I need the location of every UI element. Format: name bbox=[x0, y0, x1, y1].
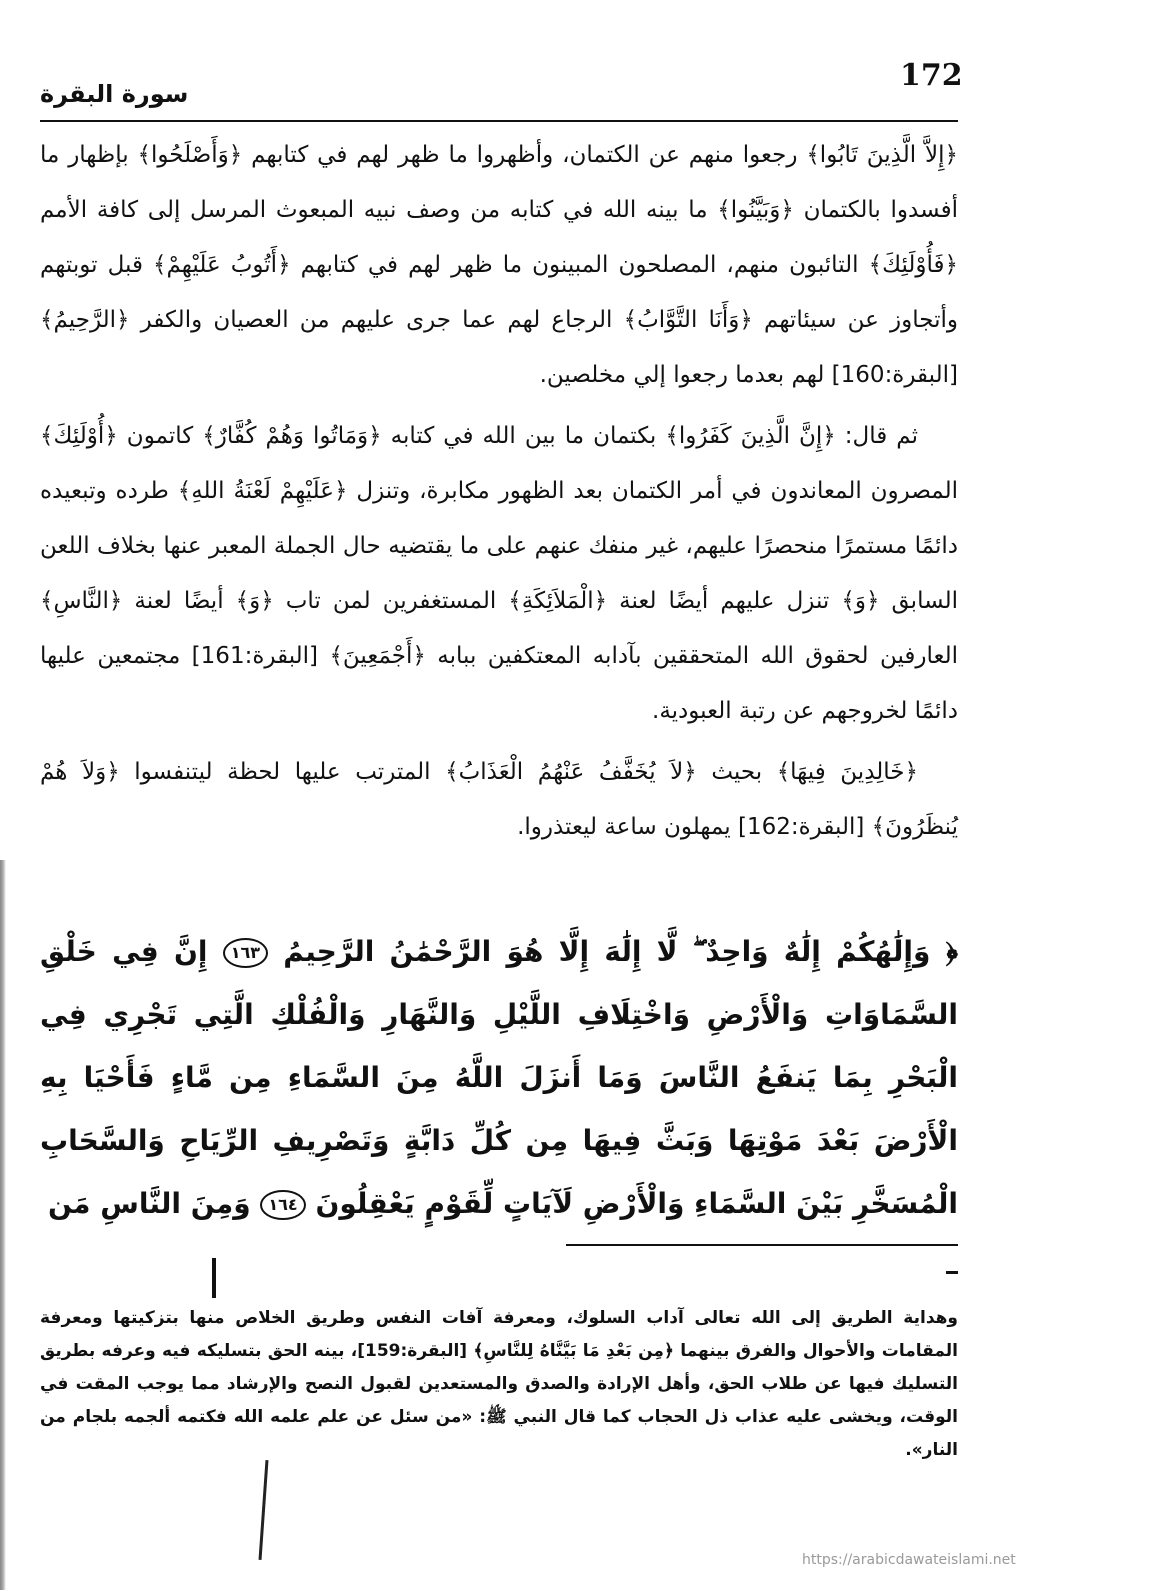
quran-verses bbox=[40, 920, 958, 1235]
ayah-number-marker-164: ١٦٤ bbox=[260, 1190, 305, 1220]
commentary-paragraph-2: ثم قال: ﴿إِنَّ الَّذِينَ كَفَرُوا﴾ بكتمان ما بين الله في كتابه ﴿وَمَاتُوا وَهُمْ كُفَّارٌ﴾ كاتمون ﴿أُوْلَئِكَ﴾ المصرون المعاندون في أمر الكتمان بعد الظهور مكابرة، وتنزل ﴿عَلَيْهِمْ لَعْنَةُ اللهِ﴾ طرده وتبعيده دائمًا مستمرًا منحصرًا عليهم، غير منفك عنهم على ما يقتضيه حال الجملة المعبر عنها بخلاف اللعن السابق ﴿وَ﴾ تنزل عليهم أيضًا لعنة ﴿الْمَلاَئِكَةِ﴾ المستغفرين لمن تاب ﴿وَ﴾ أيضًا لعنة ﴿النَّاسِ﴾ العارفين لحقوق الله المتحققين بآدابه المعتكفين ببابه ﴿أَجْمَعِينَ﴾ [البقرة:161] مجتمعين عليها دائمًا لخروجهم عن رتبة العبودية. bbox=[40, 423, 959, 724]
page-header bbox=[40, 52, 963, 122]
scan-artifact-mark bbox=[212, 1258, 216, 1298]
scan-artifact-line bbox=[259, 1460, 269, 1560]
ayah-number-marker-163: ١٦٣ bbox=[223, 938, 268, 968]
verse-164-text: إِنَّ فِي خَلْقِ السَّمَاوَاتِ وَالْأَرْضِ وَاخْتِلَافِ اللَّيْلِ وَالنَّهَارِ وَالْفُلْكِ الَّتِي تَجْرِي فِي الْبَحْرِ بِمَا يَنفَعُ النَّاسَ وَمَا أَنزَلَ اللَّهُ مِنَ السَّمَاءِ مِن مَّاءٍ فَأَحْيَا بِهِ الْأَرْضَ بَعْدَ مَوْتِهَا وَبَثَّ فِيهَا مِن كُلِّ دَابَّةٍ وَتَصْرِيفِ الرِّيَاحِ وَالسَّحَابِ الْمُسَخَّرِ بَيْنَ السَّمَاءِ وَالْأَرْضِ لَآيَاتٍ لِّقَوْمٍ يَعْقِلُونَ bbox=[40, 935, 958, 1220]
scan-edge-shadow bbox=[0, 860, 6, 1590]
verse-163-text: ﴿ وَإِلَٰهُكُمْ إِلَٰهٌ وَاحِدٌ ۖ لَّا إِلَٰهَ إِلَّا هُوَ الرَّحْمَٰنُ الرَّحِيمُ bbox=[283, 935, 958, 968]
page-number: 172 bbox=[900, 58, 963, 93]
footnote-text: وهداية الطريق إلى الله تعالى آداب السلوك، ومعرفة آفات النفس وطريق الخلاص منها بتزكيتها ومعرفة المقامات والأحوال والفرق بينهما ﴿مِن بَعْدِ مَا بَيَّنَّاهُ لِلنَّاسِ﴾ [البقرة:159]، بينه الحق بتسليكه فيه وعرفه بطريق التسليك فيها عن طلاب الحق، وأهل الإرادة والصدق والمستعدين لقبول النصح والإرشاد مما يوجب المقت في الوقت، ويخشى عليه عذاب ذل الحجاب كما قال النبي ﷺ: «من سئل عن علم علمه الله فكتمه ألجمه بلجام من النار». bbox=[40, 1308, 958, 1460]
watermark-url: https://arabicdawateislami.net bbox=[802, 1552, 1016, 1568]
commentary-paragraph-1: ﴿إِلاَّ الَّذِينَ تَابُوا﴾ رجعوا منهم عن الكتمان، وأظهروا ما ظهر لهم في كتابهم ﴿وَأَصْلَحُوا﴾ بإظهار ما أفسدوا بالكتمان ﴿وَبَيَّنُوا﴾ ما بينه الله في كتابه من وصف نبيه المبعوث المرسل إلى كافة الأمم ﴿فَأُوْلَئِكَ﴾ التائبون منهم، المصلحون المبينون ما ظهر لهم في كتابهم ﴿أَتُوبُ عَلَيْهِمْ﴾ قبل توبتهم وأتجاوز عن سيئاتهم ﴿وَأَنَا التَّوَّابُ﴾ الرجاع لهم عما جرى عليهم من العصيان والكفر ﴿الرَّحِيمُ﴾ [البقرة:160] لهم بعدما رجعوا إلي مخلصين. bbox=[40, 142, 958, 388]
footnote-dash-mark bbox=[946, 1271, 958, 1274]
verse-165-start: وَمِنَ النَّاسِ مَن bbox=[47, 1187, 251, 1220]
commentary-body bbox=[40, 128, 958, 861]
commentary-paragraph-3: ﴿خَالِدِينَ فِيهَا﴾ بحيث ﴿لاَ يُخَفَّفُ عَنْهُمُ الْعَذَابُ﴾ المترتب عليها لحظة ليتنفسوا ﴿وَلاَ هُمْ يُنظَرُونَ﴾ [البقرة:162] يمهلون ساعة ليعتذروا. bbox=[40, 759, 958, 840]
footnote-separator bbox=[566, 1244, 958, 1246]
surah-title: سورة البقرة bbox=[40, 80, 189, 108]
